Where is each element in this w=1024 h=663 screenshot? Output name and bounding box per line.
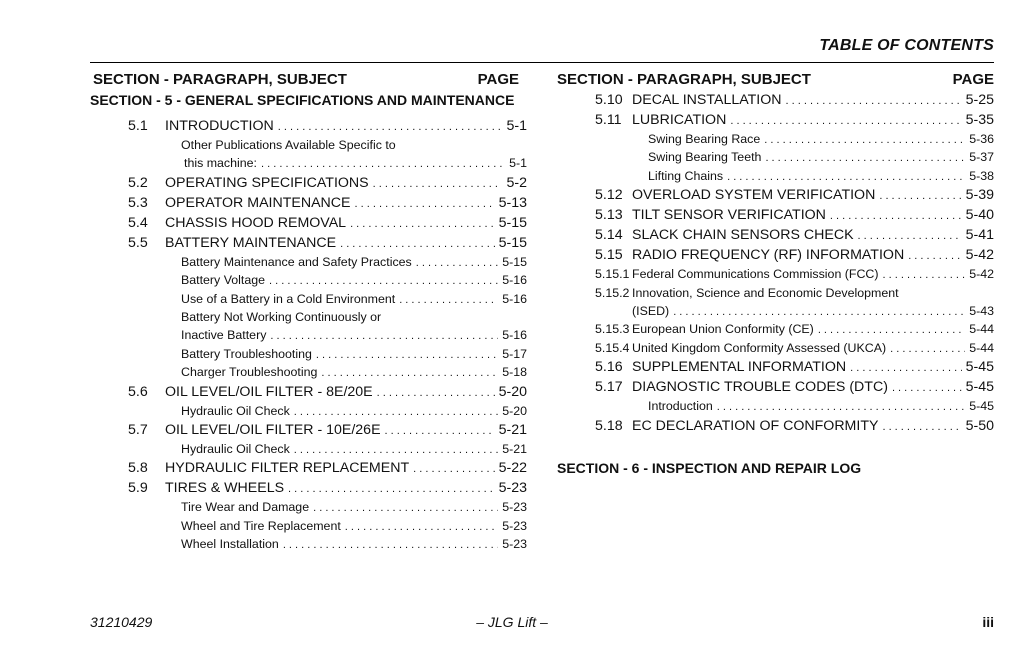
dot-leader [399, 290, 498, 309]
entry-title: DECAL INSTALLATION [632, 92, 782, 108]
column-header [90, 70, 527, 90]
paragraph-number: 5.7 [128, 421, 148, 438]
toc-entry[interactable] [557, 185, 994, 205]
dot-leader [727, 167, 965, 186]
toc-entry[interactable] [557, 265, 994, 283]
entry-page: 5-13 [498, 194, 527, 211]
entry-page: 5-16 [502, 328, 527, 343]
entry-title: Innovation, Science and Economic Development [632, 285, 899, 300]
dot-leader [908, 245, 961, 266]
entry-title: Charger Troubleshooting [181, 365, 318, 380]
dot-leader [850, 357, 961, 378]
entry-page: 5-38 [969, 168, 994, 183]
paragraph-number: 5.15.2 [595, 285, 630, 300]
toc-entry[interactable] [90, 116, 527, 136]
toc-entry[interactable] [557, 339, 994, 357]
section-5-title[interactable]: SECTION - 5 - GENERAL SPECIFICATIONS AND MAINTENANCE [90, 92, 515, 108]
dot-leader [892, 377, 962, 398]
entry-page: 5-40 [965, 207, 994, 224]
entry-title: SLACK CHAIN SENSORS CHECK [632, 227, 854, 244]
entry-page: 5-45 [965, 379, 994, 396]
paragraph-number: 5.6 [128, 383, 148, 400]
toc-subentry[interactable] [90, 326, 527, 344]
dot-leader [730, 110, 961, 131]
paragraph-number: 5.10 [595, 92, 623, 108]
entry-page: 5-41 [965, 227, 994, 244]
entry-title: European Union Conformity (CE) [632, 322, 814, 337]
dot-leader [340, 233, 495, 254]
dot-leader [883, 265, 966, 284]
dot-leader [313, 498, 498, 517]
dot-leader [673, 302, 965, 321]
entry-title: Wheel and Tire Replacement [181, 518, 341, 533]
entry-page: 5-44 [969, 322, 994, 337]
toc-entry[interactable] [557, 302, 994, 320]
dot-leader [316, 345, 498, 364]
paragraph-number: 5.15 [595, 247, 623, 264]
toc-entry[interactable] [557, 357, 994, 377]
dot-leader [355, 193, 495, 214]
entry-page: 5-21 [498, 421, 527, 438]
dot-leader [278, 116, 503, 137]
paragraph-number: 5.13 [595, 207, 623, 224]
page-title: TABLE OF CONTENTS [819, 37, 994, 54]
paragraph-number: 5.17 [595, 379, 623, 396]
paragraph-number: 5.15.4 [595, 340, 630, 355]
entry-title: Lifting Chains [648, 168, 724, 183]
entry-title: CHASSIS HOOD REMOVAL [165, 214, 347, 231]
dot-leader [373, 173, 503, 194]
dot-leader [269, 271, 498, 290]
paragraph-number: 5.2 [128, 174, 148, 191]
dot-leader [345, 517, 498, 536]
entry-page: 5-50 [965, 417, 994, 434]
toc-subentry[interactable] [90, 440, 527, 458]
dot-leader [416, 253, 498, 272]
dot-leader [270, 326, 498, 345]
entry-page: 5-21 [502, 441, 527, 456]
dot-leader [413, 458, 494, 479]
entry-page: 5-44 [969, 340, 994, 355]
dot-leader [350, 213, 495, 234]
entry-page: 5-18 [502, 365, 527, 380]
dot-leader [385, 420, 495, 441]
entry-title: Swing Bearing Teeth [648, 150, 762, 165]
entry-page: 5-16 [502, 291, 527, 306]
footer-brand: – JLG Lift – [476, 614, 548, 630]
entry-page: 5-22 [498, 460, 527, 477]
dot-leader [294, 402, 498, 421]
entry-page: 5-45 [969, 399, 994, 414]
toc-subentry-line[interactable]: Battery Not Working Continuously or [181, 309, 382, 324]
toc-subentry[interactable] [557, 167, 994, 185]
entry-page: 5-23 [502, 500, 527, 515]
dot-leader [786, 90, 962, 111]
entry-title: INTRODUCTION [165, 118, 274, 134]
paragraph-number: 5.4 [128, 214, 148, 231]
toc-right-column [557, 70, 994, 478]
entry-page: 5-37 [969, 150, 994, 165]
toc-entry[interactable] [557, 245, 994, 265]
entry-title: OIL LEVEL/OIL FILTER - 8E/20E [165, 383, 373, 400]
paragraph-number: 5.11 [595, 112, 622, 128]
entry-page: 5-1 [509, 156, 527, 171]
toc-entry[interactable] [90, 213, 527, 233]
dot-leader [294, 440, 498, 459]
paragraph-number: 5.1 [128, 118, 148, 134]
entry-page: 5-20 [498, 383, 527, 400]
toc-entry[interactable] [557, 320, 994, 338]
paragraph-number: 5.14 [595, 227, 623, 244]
entry-title: EC DECLARATION OF CONFORMITY [632, 417, 879, 434]
dot-leader [890, 339, 965, 358]
toc-subentry[interactable] [90, 402, 527, 420]
entry-page: 5-15 [498, 234, 527, 251]
toc-subentry[interactable] [90, 253, 527, 271]
entry-title: OPERATOR MAINTENANCE [165, 194, 351, 211]
entry-title: Hydraulic Oil Check [181, 441, 290, 456]
dot-leader [858, 225, 962, 246]
toc-entry[interactable] [557, 90, 994, 110]
entry-title: BATTERY MAINTENANCE [165, 234, 337, 251]
entry-page: 5-16 [502, 273, 527, 288]
paragraph-number: 5.15.3 [595, 322, 630, 337]
entry-page: 5-39 [965, 187, 994, 204]
column-header [557, 70, 994, 90]
toc-entry[interactable] [90, 420, 527, 440]
toc-entry[interactable] [557, 110, 994, 130]
entry-title: Wheel Installation [181, 537, 279, 552]
dot-leader [879, 185, 961, 206]
entry-title: (ISED) [632, 303, 670, 318]
paragraph-number: 5.9 [128, 480, 148, 497]
entry-page: 5-42 [969, 267, 994, 282]
toc-left-column [90, 70, 527, 553]
section-6-title[interactable]: SECTION - 6 - INSPECTION AND REPAIR LOG [557, 459, 862, 476]
entry-page: 5-45 [965, 359, 994, 376]
paragraph-number: 5.15.1 [595, 267, 630, 282]
toc-subentry[interactable] [90, 363, 527, 381]
toc-subentry[interactable] [90, 271, 527, 289]
entry-title: RADIO FREQUENCY (RF) INFORMATION [632, 247, 905, 264]
entry-title: Hydraulic Oil Check [181, 403, 290, 418]
entry-page: 5-23 [502, 518, 527, 533]
toc-subentry-line[interactable]: Other Publications Available Specific to [181, 138, 396, 152]
entry-title: LUBRICATION [632, 112, 727, 128]
toc-subentry[interactable] [90, 535, 527, 553]
page-number: iii [982, 614, 994, 630]
dot-leader [764, 130, 965, 149]
entry-title: Tire Wear and Damage [181, 500, 310, 515]
entry-page: 5-23 [498, 480, 527, 497]
entry-page: 5-15 [498, 214, 527, 231]
entry-title: HYDRAULIC FILTER REPLACEMENT [165, 460, 410, 477]
entry-page: 5-25 [965, 92, 994, 108]
toc-entry[interactable] [557, 225, 994, 245]
toc-entry[interactable] [90, 458, 527, 478]
column-header-subject: SECTION - PARAGRAPH, SUBJECT [93, 71, 347, 88]
column-header-page: PAGE [477, 71, 519, 88]
entry-title: Battery Maintenance and Safety Practices [181, 254, 412, 269]
paragraph-number: 5.5 [128, 234, 148, 251]
dot-leader [830, 205, 962, 226]
toc-subentry[interactable] [557, 148, 994, 166]
entry-title: TILT SENSOR VERIFICATION [632, 207, 826, 224]
toc-subentry[interactable] [90, 154, 527, 172]
dot-leader [765, 148, 965, 167]
paragraph-number: 5.18 [595, 417, 623, 434]
entry-page: 5-15 [502, 254, 527, 269]
toc-entries-right [557, 90, 994, 436]
entry-title: Swing Bearing Race [648, 132, 761, 146]
entry-page: 5-2 [506, 174, 527, 191]
entry-page: 5-42 [965, 247, 994, 264]
entry-title: OVERLOAD SYSTEM VERIFICATION [632, 187, 876, 204]
entry-title: United Kingdom Conformity Assessed (UKCA) [632, 340, 887, 355]
toc-subentry[interactable] [557, 130, 994, 148]
entry-title: OIL LEVEL/OIL FILTER - 10E/26E [165, 421, 381, 438]
entry-title: OPERATING SPECIFICATIONS [165, 174, 369, 191]
toc-entry[interactable] [557, 416, 994, 436]
entry-title: Inactive Battery [181, 328, 267, 343]
entry-page: 5-1 [506, 118, 527, 134]
entry-title: Introduction [648, 399, 713, 414]
dot-leader [818, 320, 965, 339]
toc-entry[interactable] [90, 173, 527, 193]
paragraph-number: 5.3 [128, 194, 148, 211]
entry-title: Use of a Battery in a Cold Environment [181, 291, 396, 306]
toc-subentry[interactable] [557, 397, 994, 415]
entry-title: Battery Voltage [181, 273, 266, 288]
entry-title: Federal Communications Commission (FCC) [632, 267, 879, 282]
toc-subentry[interactable] [90, 498, 527, 516]
toc-entry[interactable] [557, 205, 994, 225]
entry-page: 5-23 [502, 537, 527, 552]
entry-page: 5-43 [969, 303, 994, 318]
column-header-subject: SECTION - PARAGRAPH, SUBJECT [557, 71, 811, 88]
dot-leader [283, 535, 498, 554]
toc-entry[interactable] [557, 377, 994, 397]
toc-entry[interactable] [90, 382, 527, 402]
paragraph-number: 5.12 [595, 187, 623, 204]
dot-leader [321, 363, 498, 382]
toc-subentry[interactable] [90, 517, 527, 535]
entry-title: SUPPLEMENTAL INFORMATION [632, 359, 847, 376]
toc-entry[interactable] [90, 193, 527, 213]
document-number: 31210429 [90, 614, 153, 630]
toc-entry[interactable] [90, 233, 527, 253]
entry-page: 5-36 [969, 132, 994, 146]
paragraph-number: 5.16 [595, 359, 623, 376]
dot-leader [377, 382, 495, 403]
entry-page: 5-17 [502, 346, 527, 361]
toc-subentry[interactable] [90, 290, 527, 308]
toc-entries-left [90, 116, 527, 553]
header-rule [90, 62, 994, 63]
entry-title: DIAGNOSTIC TROUBLE CODES (DTC) [632, 379, 888, 396]
dot-leader [288, 478, 495, 499]
dot-leader [882, 416, 961, 437]
entry-title: TIRES & WHEELS [165, 480, 285, 497]
toc-entry[interactable] [557, 284, 994, 302]
toc-entry[interactable] [90, 478, 527, 498]
entry-title: Battery Troubleshooting [181, 346, 312, 361]
paragraph-number: 5.8 [128, 460, 148, 477]
column-header-page: PAGE [952, 71, 994, 88]
dot-leader [261, 154, 505, 173]
entry-page: 5-20 [502, 403, 527, 418]
toc-subentry[interactable] [90, 345, 527, 363]
dot-leader [717, 397, 965, 416]
entry-title: this machine: [184, 156, 258, 171]
entry-page: 5-35 [965, 112, 994, 128]
